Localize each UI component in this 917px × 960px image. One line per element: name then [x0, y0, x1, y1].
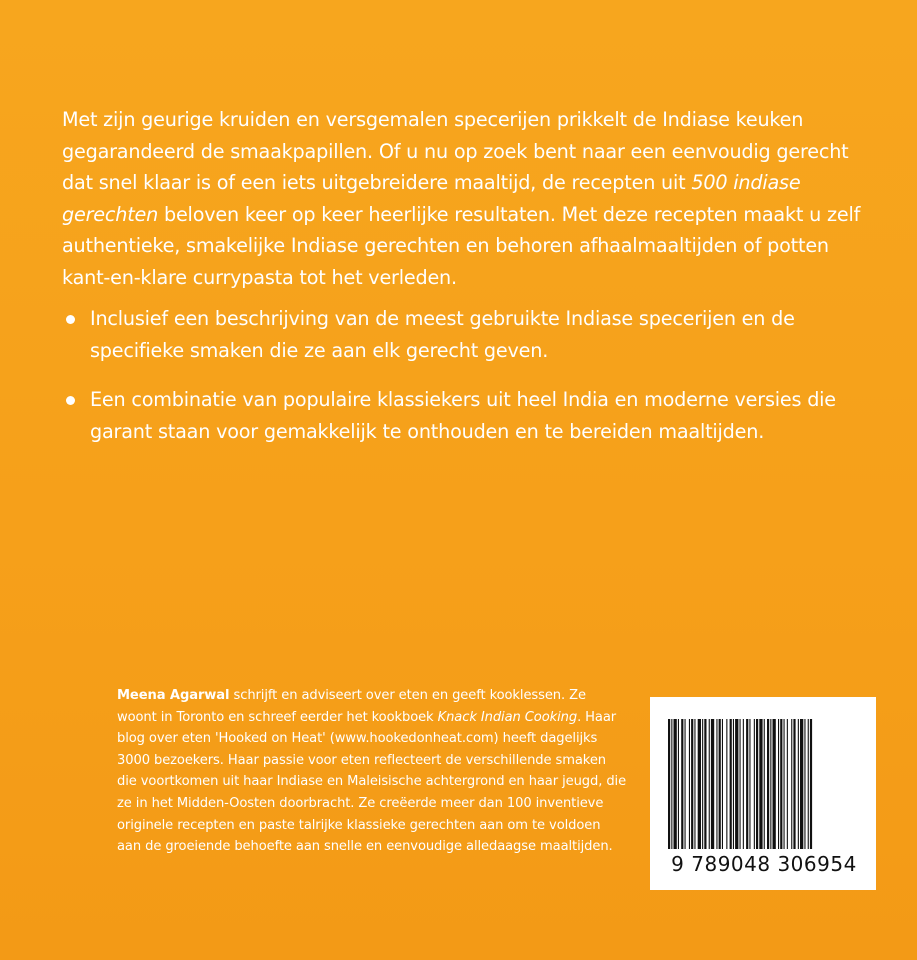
intro-paragraph — [62, 104, 862, 293]
feature-item — [62, 303, 862, 366]
author-bio — [117, 685, 627, 858]
isbn-number: 9 789048 306954 — [671, 852, 857, 876]
feature-list — [62, 303, 862, 447]
intro-text-2: beloven keer op keer heerlijke resultaten. Met deze recepten maakt u zelf authentieke, smakelijke Indiase gerechten en behoren afhaalmaaltijden of potten kant-en-klare currypasta tot het verleden. — [62, 202, 861, 289]
previous-book-title: Knack Indian Cooking — [437, 709, 578, 725]
book-title: 500 indiase gerechten — [62, 171, 801, 226]
author-name: Meena Agarwal — [117, 688, 230, 703]
barcode — [650, 697, 876, 890]
author-bio-text-2: . Haar blog over eten 'Hooked on Heat' (www.hookedonheat.com) heeft dagelijks 3000 bezoekers. Haar passie voor eten reflecteert de verschillende smaken die voortkomen uit haar Indiase en Maleisische achtergrond en haar jeugd, die ze in het Midden-Oosten doorbracht. Ze creëerde meer dan 100 inventieve originele recepten en paste talrijke klassieke gerechten aan om te voldoen aan de groeiende behoefte aan snelle en eenvoudige alledaagse maaltijden. — [117, 709, 627, 855]
feature-text: Inclusief een beschrijving van de meest gebruikte Indiase specerijen en de specifieke smaken die ze aan elk gerecht geven. — [90, 307, 795, 362]
feature-item — [62, 384, 862, 447]
intro-text-1: Met zijn geurige kruiden en versgemalen specerijen prikkelt de Indiase keuken gegarandeerd de smaakpapillen. Of u nu op zoek bent naar een eenvoudig gerecht dat snel klaar is of een iets uitgebreidere maaltijd, de recepten uit — [62, 108, 849, 194]
author-bio-text-1: schrijft en adviseert over eten en geeft kooklessen. Ze woont in Toronto en schreef eerder het kookboek — [117, 688, 586, 725]
bullet-icon — [66, 396, 75, 405]
blurb — [62, 104, 862, 465]
feature-text: Een combinatie van populaire klassiekers uit heel India en moderne versies die garant staan voor gemakkelijk te onthouden en te bereiden maaltijden. — [90, 388, 836, 443]
bullet-icon — [66, 315, 75, 324]
barcode-bars — [668, 719, 856, 849]
